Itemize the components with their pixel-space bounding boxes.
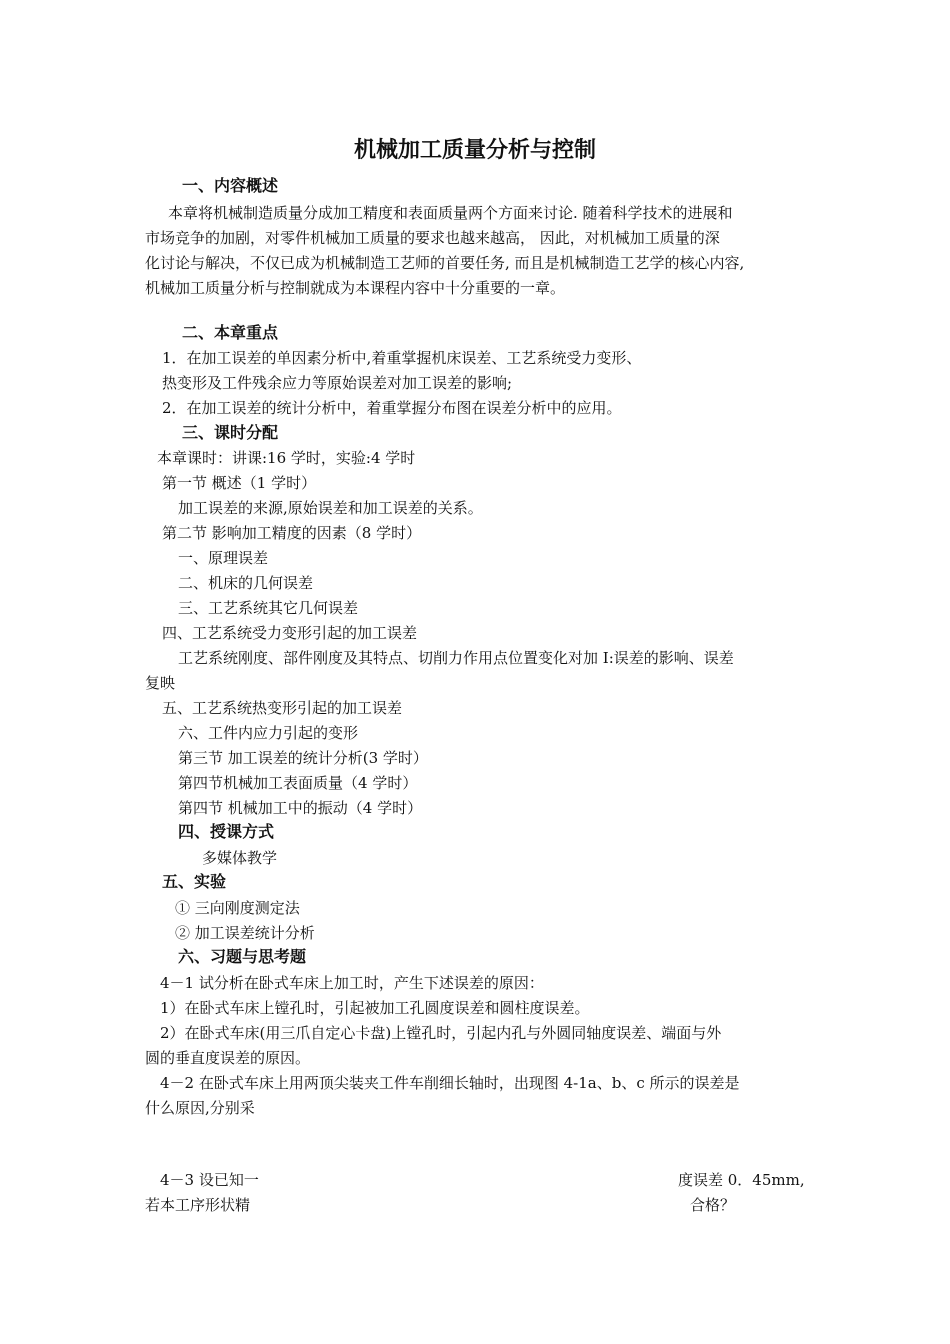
text-line: 工艺系统刚度、部件刚度及其特点、切削力作用点位置变化对加 I:误差的影响、误差 [178, 649, 734, 667]
list-item: 五、工艺系统热变形引起的加工误差 [162, 699, 403, 717]
text-line: 多媒体教学 [202, 849, 278, 867]
section-heading-teaching: 四、授课方式 [178, 822, 275, 841]
section-heading-key-points: 二、本章重点 [182, 323, 279, 342]
paragraph-line: 市场竞争的加剧，对零件机械加工质量的要求也越来越高， 因此，对机械加工质量的深 [145, 229, 720, 247]
list-item: 四、工艺系统受力变形引起的加工误差 [162, 624, 418, 642]
list-item: 一、原理误差 [178, 549, 269, 567]
chapter-section: 第四节机械加工表面质量（4 学时） [178, 774, 418, 792]
page-title: 机械加工质量分析与控制 [353, 138, 596, 163]
list-item: 2．在加工误差的统计分析中，着重掌握分布图在误差分析中的应用。 [162, 399, 622, 417]
section-heading-experiments: 五、实验 [162, 872, 227, 891]
list-item: 1．在加工误差的单因素分析中,着重掌握机床误差、工艺系统受力变形、 [162, 349, 642, 367]
chapter-section: 第二节 影响加工精度的因素（8 学时） [162, 524, 422, 542]
exercise-question-fragment-right: 合格？ [690, 1196, 736, 1214]
exercise-question-fragment-right: 度误差 0．45mm, [678, 1171, 805, 1189]
chapter-section: 第三节 加工误差的统计分析(3 学时） [178, 749, 428, 767]
text-line: 复映 [145, 674, 176, 692]
text-line: 本章课时：讲课:16 学时，实验:4 学时 [157, 449, 416, 467]
list-item: 二、机床的几何误差 [178, 574, 314, 592]
paragraph-line: 本章将机械制造质量分成加工精度和表面质量两个方面来讨论. 随着科学技术的进展和 [168, 204, 733, 222]
list-item: 六、工件内应力引起的变形 [178, 724, 359, 742]
exercise-subitem: 圆的垂直度误差的原因。 [145, 1049, 311, 1067]
chapter-section: 第四节 机械加工中的振动（4 学时） [178, 799, 423, 817]
exercise-subitem: 2）在卧式车床(用三爪自定心卡盘)上镗孔时，引起内孔与外圆同轴度误差、端面与外 [160, 1024, 722, 1042]
list-item: 三、工艺系统其它几何误差 [178, 599, 359, 617]
paragraph-line: 化讨论与解决，不仅已成为机械制造工艺师的首要任务, 而且是机械制造工艺学的核心内容, [145, 254, 745, 272]
exercise-question: 什么原因,分别采 [145, 1099, 255, 1117]
exercise-question-fragment-left: 4－3 设已知一 [160, 1171, 259, 1189]
section-heading-hours: 三、课时分配 [182, 423, 279, 442]
section-heading-overview: 一、内容概述 [182, 176, 279, 195]
list-item: ① 三向刚度测定法 [175, 899, 300, 917]
list-item: 热变形及工件残余应力等原始误差对加工误差的影响; [162, 374, 513, 392]
exercise-subitem: 1）在卧式车床上镗孔时，引起被加工孔圆度误差和圆柱度误差。 [160, 999, 590, 1017]
paragraph-line: 机械加工质量分析与控制就成为本课程内容中十分重要的一章。 [145, 279, 566, 297]
section-heading-exercises: 六、习题与思考题 [178, 947, 307, 966]
text-line: 加工误差的来源,原始误差和加工误差的关系。 [178, 499, 483, 517]
chapter-section: 第一节 概述（1 学时） [162, 474, 317, 492]
exercise-question: 4－1 试分析在卧式车床上加工时，产生下述误差的原因： [160, 974, 544, 992]
exercise-question: 4－2 在卧式车床上用两顶尖装夹工件车削细长轴时，出现图 4-1a、b、c 所示的误差是 [160, 1074, 740, 1092]
list-item: ② 加工误差统计分析 [175, 924, 315, 942]
exercise-question-fragment-left: 若本工序形状精 [145, 1196, 251, 1214]
